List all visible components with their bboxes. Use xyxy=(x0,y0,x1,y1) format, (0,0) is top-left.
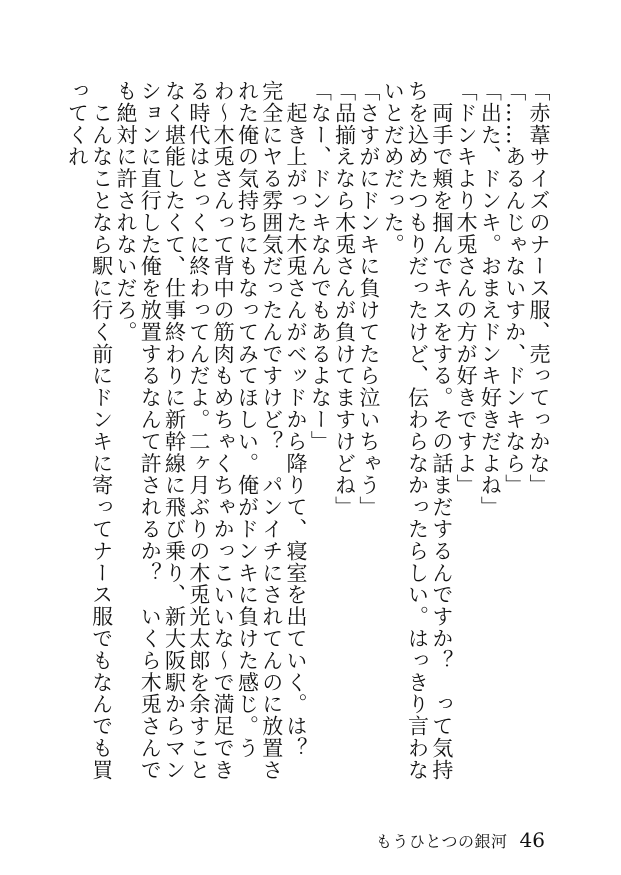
running-title: もうひとつの銀河 xyxy=(375,831,508,851)
dialogue-line: 「ドンキより木兎さんの方が好きですよ」 xyxy=(454,80,479,497)
dialogue-line: 「……あるんじゃないすか、ドンキなら」 xyxy=(502,80,527,497)
narration-paragraph: 起き上がった木兎さんがベッドから降りて、寝室を出ていく。は？ 完全にヤる雰囲気だったんですけど？ パンイチにされてんのに放置された俺の気持ちにもなってみてほしい。俺がドンキに負けた感じ。うわ〜木兎さんって背中の筋肉もめちゃくちゃかっこいいな〜で満足できる時代はとっくに終わってんだよ。二ヶ月ぶりの木兎光太郎を余すことなく堪能したくて、仕事終わりに新幹線に飛び乗り、新大阪駅からマンションに直行した俺を放置するなんて許されるか？ いくら木兎さんでも絶対に許されないだろ。 xyxy=(113,80,309,781)
dialogue-line: 「出た、ドンキ。おまえドンキ好きだよね」 xyxy=(478,80,503,518)
vertical-body-text xyxy=(61,80,551,792)
dialogue-line: 「さすがにドンキに負けてたら泣いちゃう」 xyxy=(356,80,381,518)
page-number: 46 xyxy=(519,828,545,852)
narration-paragraph: 両手で頬を掴んでキスをする。その話まだするんですか？ って気持ちを込めたつもりだったけど、伝わらなかったらしい。はっきり言わないとだめだった。 xyxy=(381,80,454,781)
narration-paragraph: こんなことなら駅に行く前にドンキに寄ってナース服でもなんでも買ってくれ xyxy=(65,80,114,781)
page-footer xyxy=(376,826,545,854)
dialogue-line: 「品揃えなら木兎さんが負けてますけどね」 xyxy=(332,80,357,518)
dialogue-line: 「なー、ドンキなんでもあるよなー」 xyxy=(308,80,333,453)
dialogue-line: 「赤葦サイズのナース服、売ってっかな」 xyxy=(527,80,551,497)
